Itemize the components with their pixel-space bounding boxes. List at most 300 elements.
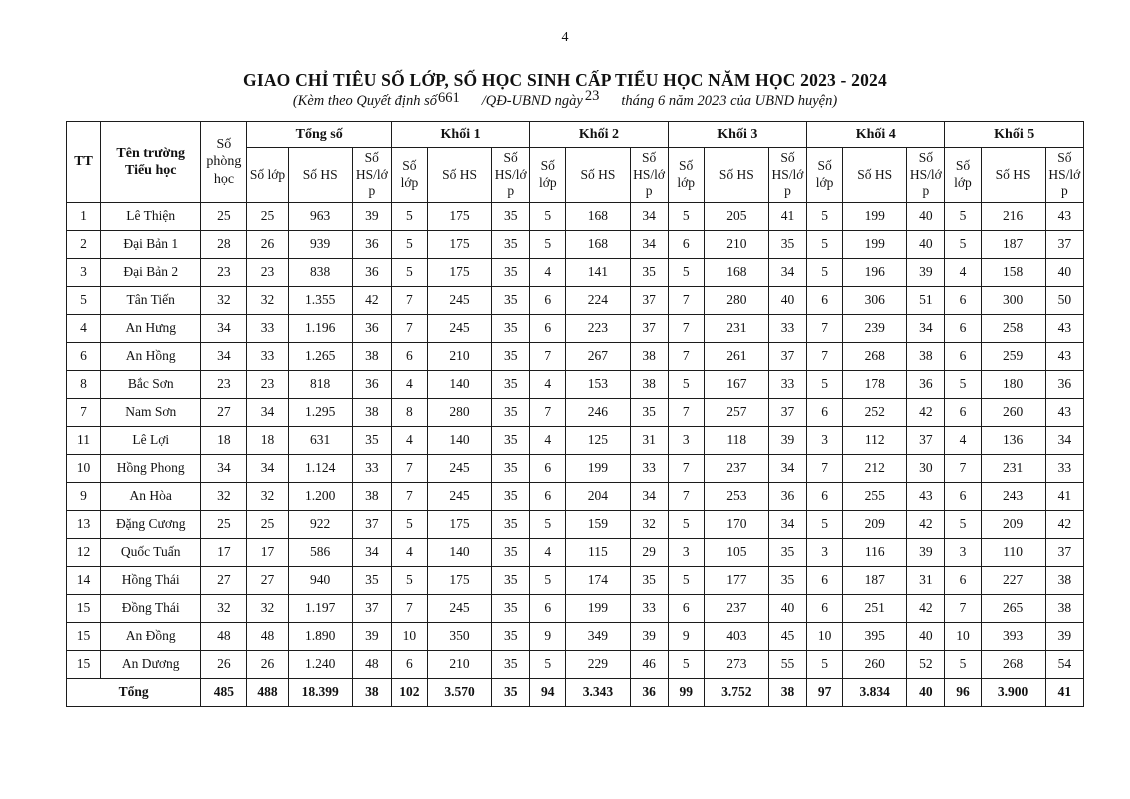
table-row [67, 651, 1084, 679]
cell: 37 [1045, 231, 1083, 259]
cell: 252 [843, 399, 907, 427]
cell: 231 [981, 455, 1045, 483]
cell: 239 [843, 315, 907, 343]
table-row [67, 595, 1084, 623]
total-cell: 488 [247, 679, 288, 707]
total-cell: 3.834 [843, 679, 907, 707]
cell: 38 [907, 343, 945, 371]
row-tt: 9 [67, 483, 101, 511]
cell: 37 [352, 511, 391, 539]
cell: 5 [807, 203, 843, 231]
cell: 7 [668, 455, 704, 483]
row-tt: 2 [67, 231, 101, 259]
cell: 5 [807, 371, 843, 399]
cell: 168 [566, 203, 630, 231]
cell: 27 [201, 567, 247, 595]
cell: 1.240 [288, 651, 352, 679]
cell: 229 [566, 651, 630, 679]
subheader-ratio: Số HS/lớp [630, 148, 668, 203]
cell: 36 [352, 371, 391, 399]
cell: 25 [247, 511, 288, 539]
cell: 42 [907, 595, 945, 623]
cell: 8 [391, 399, 427, 427]
subheader-students: Số HS [288, 148, 352, 203]
cell: 268 [981, 651, 1045, 679]
cell: 5 [945, 231, 981, 259]
table-row [67, 287, 1084, 315]
cell: 3 [807, 539, 843, 567]
cell: 36 [352, 259, 391, 287]
cell: 5 [530, 203, 566, 231]
cell: 41 [1045, 483, 1083, 511]
cell: 35 [492, 343, 530, 371]
cell: 33 [1045, 455, 1083, 483]
subheader-ratio: Số HS/lớp [1045, 148, 1083, 203]
cell: 36 [1045, 371, 1083, 399]
cell: 7 [668, 315, 704, 343]
cell: 7 [391, 287, 427, 315]
cell: 1.890 [288, 623, 352, 651]
cell: 51 [907, 287, 945, 315]
cell: 17 [247, 539, 288, 567]
cell: 6 [945, 483, 981, 511]
cell: 136 [981, 427, 1045, 455]
cell: 34 [907, 315, 945, 343]
subheader-ratio: Số HS/lớp [907, 148, 945, 203]
school-name: Hồng Thái [101, 567, 201, 595]
cell: 258 [981, 315, 1045, 343]
cell: 5 [391, 567, 427, 595]
cell: 35 [492, 623, 530, 651]
school-name: An Hưng [101, 315, 201, 343]
cell: 5 [530, 231, 566, 259]
cell: 6 [530, 315, 566, 343]
cell: 245 [427, 287, 491, 315]
row-tt: 4 [67, 315, 101, 343]
total-cell: 35 [492, 679, 530, 707]
cell: 39 [907, 259, 945, 287]
cell: 268 [843, 343, 907, 371]
school-name: Đại Bản 1 [101, 231, 201, 259]
cell: 112 [843, 427, 907, 455]
cell: 940 [288, 567, 352, 595]
cell: 245 [427, 455, 491, 483]
table-row [67, 203, 1084, 231]
cell: 140 [427, 539, 491, 567]
cell: 3 [668, 539, 704, 567]
cell: 7 [807, 455, 843, 483]
cell: 403 [704, 623, 768, 651]
cell: 838 [288, 259, 352, 287]
cell: 37 [907, 427, 945, 455]
cell: 4 [945, 427, 981, 455]
cell: 237 [704, 595, 768, 623]
cell: 43 [1045, 203, 1083, 231]
school-name: Nam Sơn [101, 399, 201, 427]
total-cell: 36 [630, 679, 668, 707]
cell: 140 [427, 427, 491, 455]
school-name: Tân Tiến [101, 287, 201, 315]
cell: 25 [201, 203, 247, 231]
total-cell: 3.570 [427, 679, 491, 707]
cell: 23 [201, 259, 247, 287]
cell: 7 [530, 399, 566, 427]
school-name: An Hòa [101, 483, 201, 511]
school-name: Đặng Cương [101, 511, 201, 539]
cell: 33 [630, 595, 668, 623]
cell: 36 [768, 483, 806, 511]
cell: 158 [981, 259, 1045, 287]
cell: 199 [843, 203, 907, 231]
cell: 3 [807, 427, 843, 455]
cell: 6 [807, 483, 843, 511]
cell: 17 [201, 539, 247, 567]
cell: 395 [843, 623, 907, 651]
table-body [67, 203, 1084, 707]
cell: 5 [530, 511, 566, 539]
cell: 35 [492, 315, 530, 343]
cell: 167 [704, 371, 768, 399]
table-row [67, 567, 1084, 595]
row-tt: 11 [67, 427, 101, 455]
cell: 40 [1045, 259, 1083, 287]
row-tt: 15 [67, 651, 101, 679]
cell: 1.196 [288, 315, 352, 343]
cell: 39 [907, 539, 945, 567]
cell: 210 [704, 231, 768, 259]
cell: 260 [981, 399, 1045, 427]
cell: 35 [492, 399, 530, 427]
table-row [67, 343, 1084, 371]
cell: 1.124 [288, 455, 352, 483]
cell: 199 [843, 231, 907, 259]
cell: 237 [704, 455, 768, 483]
cell: 4 [530, 539, 566, 567]
cell: 34 [247, 455, 288, 483]
school-name: Lê Lợi [101, 427, 201, 455]
cell: 5 [945, 371, 981, 399]
cell: 5 [807, 231, 843, 259]
cell: 5 [391, 259, 427, 287]
cell: 6 [945, 287, 981, 315]
row-tt: 12 [67, 539, 101, 567]
cell: 27 [247, 567, 288, 595]
cell: 5 [391, 203, 427, 231]
cell: 175 [427, 567, 491, 595]
page-number: 4 [561, 30, 569, 45]
cell: 4 [391, 371, 427, 399]
cell: 4 [530, 427, 566, 455]
row-tt: 13 [67, 511, 101, 539]
school-name: Quốc Tuấn [101, 539, 201, 567]
cell: 116 [843, 539, 907, 567]
cell: 39 [352, 203, 391, 231]
cell: 260 [843, 651, 907, 679]
cell: 7 [945, 455, 981, 483]
cell: 6 [945, 315, 981, 343]
cell: 35 [492, 455, 530, 483]
cell: 27 [201, 399, 247, 427]
cell: 257 [704, 399, 768, 427]
subtitle-part2: /QĐ-UBND ngày [481, 93, 583, 109]
cell: 31 [907, 567, 945, 595]
cell: 36 [907, 371, 945, 399]
cell: 34 [768, 511, 806, 539]
row-tt: 6 [67, 343, 101, 371]
cell: 6 [807, 567, 843, 595]
cell: 35 [492, 651, 530, 679]
total-cell: 102 [391, 679, 427, 707]
cell: 34 [201, 343, 247, 371]
subheader-classes: Số lớp [945, 148, 981, 203]
cell: 34 [768, 455, 806, 483]
header-rooms: Số phòng học [201, 122, 247, 203]
document-subtitle [0, 88, 1130, 110]
cell: 3 [945, 539, 981, 567]
total-label: Tổng [67, 679, 201, 707]
cell: 7 [668, 483, 704, 511]
cell: 1.295 [288, 399, 352, 427]
row-tt: 5 [67, 287, 101, 315]
cell: 23 [247, 371, 288, 399]
cell: 32 [201, 287, 247, 315]
total-cell: 485 [201, 679, 247, 707]
school-name: Lê Thiện [101, 203, 201, 231]
cell: 41 [768, 203, 806, 231]
table-row [67, 455, 1084, 483]
row-tt: 14 [67, 567, 101, 595]
cell: 261 [704, 343, 768, 371]
cell: 209 [981, 511, 1045, 539]
header-group-grade3: Khối 3 [668, 122, 806, 148]
cell: 10 [945, 623, 981, 651]
cell: 42 [352, 287, 391, 315]
day-number: 23 [584, 88, 600, 104]
subheader-classes: Số lớp [391, 148, 427, 203]
cell: 259 [981, 343, 1045, 371]
subheader-classes: Số lớp [247, 148, 288, 203]
cell: 212 [843, 455, 907, 483]
cell: 1.355 [288, 287, 352, 315]
cell: 34 [768, 259, 806, 287]
cell: 37 [630, 315, 668, 343]
cell: 18 [247, 427, 288, 455]
cell: 118 [704, 427, 768, 455]
cell: 36 [352, 231, 391, 259]
cell: 177 [704, 567, 768, 595]
row-tt: 3 [67, 259, 101, 287]
cell: 23 [247, 259, 288, 287]
document-title: GIAO CHỈ TIÊU SỐ LỚP, SỐ HỌC SINH CẤP TIỂU HỌC NĂM HỌC 2023 - 2024 [243, 70, 887, 90]
cell: 1.197 [288, 595, 352, 623]
table-row [67, 539, 1084, 567]
cell: 175 [427, 511, 491, 539]
cell: 35 [492, 259, 530, 287]
cell: 29 [630, 539, 668, 567]
cell: 4 [391, 539, 427, 567]
cell: 43 [1045, 399, 1083, 427]
subtitle-part3: tháng 6 năm 2023 của UBND huyện) [621, 93, 838, 109]
cell: 42 [907, 511, 945, 539]
header-group-grade4: Khối 4 [807, 122, 945, 148]
cell: 32 [201, 483, 247, 511]
cell: 7 [668, 287, 704, 315]
cell: 265 [981, 595, 1045, 623]
table-row [67, 427, 1084, 455]
total-cell: 40 [907, 679, 945, 707]
cell: 25 [247, 203, 288, 231]
cell: 34 [352, 539, 391, 567]
subheader-ratio: Số HS/lớp [768, 148, 806, 203]
cell: 246 [566, 399, 630, 427]
cell: 3 [668, 427, 704, 455]
school-name: An Hồng [101, 343, 201, 371]
cell: 10 [391, 623, 427, 651]
cell: 216 [981, 203, 1045, 231]
table-row [67, 623, 1084, 651]
cell: 34 [201, 315, 247, 343]
cell: 34 [630, 483, 668, 511]
cell: 205 [704, 203, 768, 231]
cell: 5 [807, 511, 843, 539]
cell: 37 [630, 287, 668, 315]
cell: 9 [530, 623, 566, 651]
cell: 306 [843, 287, 907, 315]
header-group-total: Tổng số [247, 122, 391, 148]
cell: 267 [566, 343, 630, 371]
cell: 141 [566, 259, 630, 287]
cell: 6 [668, 595, 704, 623]
cell: 204 [566, 483, 630, 511]
table-header [67, 122, 1084, 203]
total-row [67, 679, 1084, 707]
cell: 7 [391, 315, 427, 343]
row-tt: 15 [67, 595, 101, 623]
cell: 38 [630, 371, 668, 399]
decision-number: 661 [437, 90, 460, 106]
cell: 35 [352, 427, 391, 455]
cell: 5 [668, 203, 704, 231]
cell: 245 [427, 595, 491, 623]
cell: 209 [843, 511, 907, 539]
cell: 7 [391, 455, 427, 483]
cell: 38 [352, 483, 391, 511]
cell: 40 [768, 287, 806, 315]
cell: 35 [492, 595, 530, 623]
cell: 6 [530, 483, 566, 511]
cell: 35 [492, 371, 530, 399]
cell: 4 [530, 259, 566, 287]
cell: 34 [630, 231, 668, 259]
cell: 38 [630, 343, 668, 371]
cell: 45 [768, 623, 806, 651]
cell: 5 [668, 567, 704, 595]
cell: 35 [492, 539, 530, 567]
cell: 245 [427, 315, 491, 343]
cell: 175 [427, 259, 491, 287]
cell: 26 [247, 231, 288, 259]
cell: 180 [981, 371, 1045, 399]
cell: 23 [201, 371, 247, 399]
cell: 35 [630, 399, 668, 427]
cell: 6 [530, 287, 566, 315]
cell: 4 [391, 427, 427, 455]
cell: 32 [247, 287, 288, 315]
cell: 5 [391, 231, 427, 259]
cell: 40 [768, 595, 806, 623]
cell: 9 [668, 623, 704, 651]
cell: 280 [427, 399, 491, 427]
cell: 6 [668, 231, 704, 259]
cell: 34 [1045, 427, 1083, 455]
subheader-students: Số HS [981, 148, 1045, 203]
cell: 170 [704, 511, 768, 539]
subheader-classes: Số lớp [807, 148, 843, 203]
cell: 5 [530, 651, 566, 679]
cell: 18 [201, 427, 247, 455]
cell: 40 [907, 623, 945, 651]
cell: 6 [530, 455, 566, 483]
cell: 34 [201, 455, 247, 483]
cell: 255 [843, 483, 907, 511]
cell: 922 [288, 511, 352, 539]
cell: 5 [945, 651, 981, 679]
cell: 224 [566, 287, 630, 315]
cell: 54 [1045, 651, 1083, 679]
header-group-row [67, 122, 1084, 148]
cell: 31 [630, 427, 668, 455]
cell: 159 [566, 511, 630, 539]
cell: 48 [352, 651, 391, 679]
cell: 39 [630, 623, 668, 651]
cell: 227 [981, 567, 1045, 595]
cell: 43 [907, 483, 945, 511]
cell: 818 [288, 371, 352, 399]
cell: 5 [530, 567, 566, 595]
subheader-classes: Số lớp [530, 148, 566, 203]
cell: 33 [768, 371, 806, 399]
school-name: Đồng Thái [101, 595, 201, 623]
cell: 5 [807, 651, 843, 679]
row-tt: 10 [67, 455, 101, 483]
cell: 231 [704, 315, 768, 343]
cell: 7 [668, 343, 704, 371]
row-tt: 1 [67, 203, 101, 231]
cell: 37 [768, 343, 806, 371]
total-cell: 94 [530, 679, 566, 707]
cell: 175 [427, 203, 491, 231]
cell: 175 [427, 231, 491, 259]
cell: 393 [981, 623, 1045, 651]
header-group-grade5: Khối 5 [945, 122, 1084, 148]
cell: 6 [391, 651, 427, 679]
cell: 7 [530, 343, 566, 371]
subheader-ratio: Số HS/lớp [352, 148, 391, 203]
cell: 52 [907, 651, 945, 679]
header-school: Tên trường Tiểu học [101, 122, 201, 203]
total-cell: 38 [352, 679, 391, 707]
cell: 631 [288, 427, 352, 455]
cell: 35 [630, 259, 668, 287]
cell: 5 [945, 511, 981, 539]
cell: 586 [288, 539, 352, 567]
cell: 39 [1045, 623, 1083, 651]
cell: 168 [566, 231, 630, 259]
cell: 42 [907, 399, 945, 427]
cell: 40 [907, 203, 945, 231]
cell: 32 [247, 595, 288, 623]
cell: 6 [391, 343, 427, 371]
